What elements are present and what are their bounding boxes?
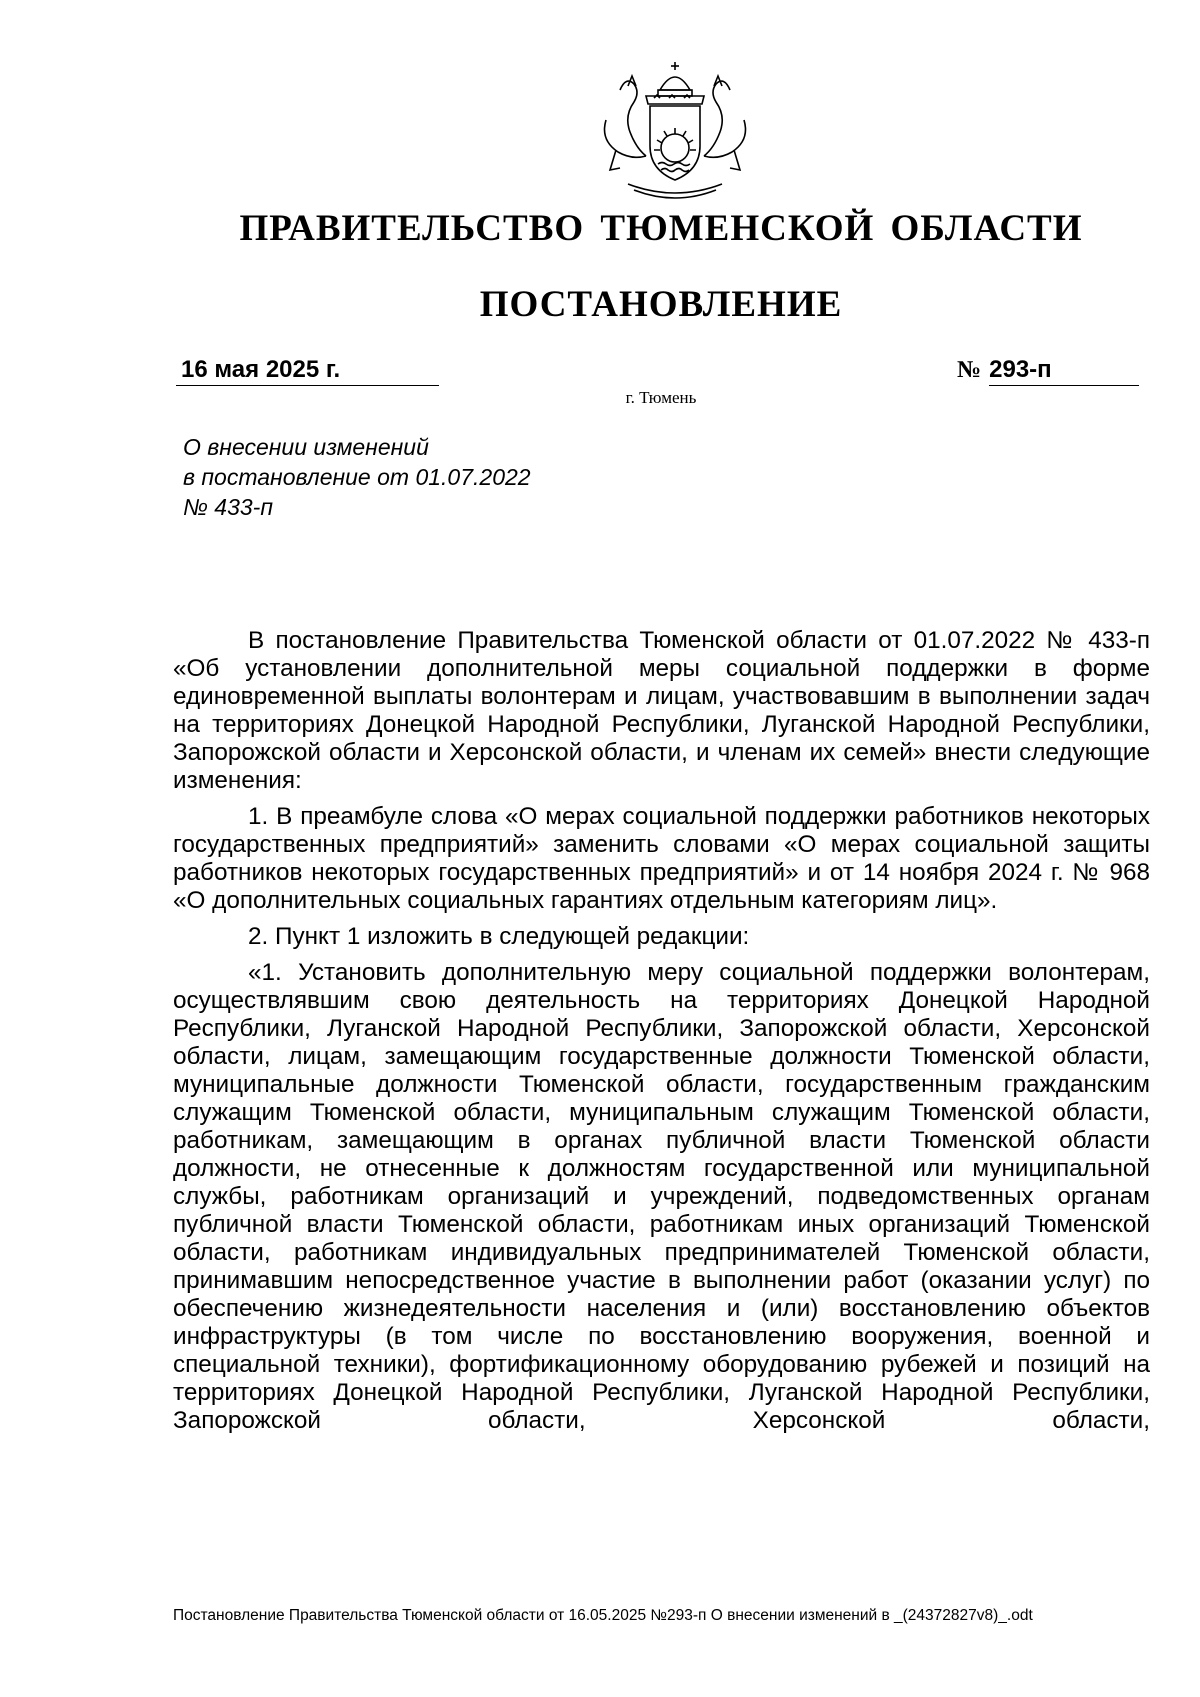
page-footer: Постановление Правительства Тюменской области от 16.05.2025 №293-п О внесении изменений в _(24372827v8)_.odt xyxy=(173,1607,1033,1624)
subject-line: О внесении изменений xyxy=(183,434,429,460)
document-type: ПОСТАНОВЛЕНИЕ xyxy=(479,284,843,325)
organization-title: ПРАВИТЕЛЬСТВО ТЮМЕНСКОЙ ОБЛАСТИ xyxy=(239,208,1083,249)
tyumen-oblast-coat-of-arms-icon xyxy=(598,60,752,202)
subject-line: в постановление от 01.07.2022 xyxy=(183,464,531,490)
document-subject xyxy=(183,432,643,522)
city-name: г. Тюмень xyxy=(625,388,697,407)
body-paragraph: 1. В преамбуле слова «О мерах социальной поддержки работников некоторых государственных предприятий» заменить словами «О мерах социальной защиты работников некоторых государственных предприятий» и от 14 ноября 2024 г. № 968 «О дополнительных социальных гарантиях отдельным категориям лиц». xyxy=(173,803,1150,914)
document-number-field xyxy=(957,355,1144,386)
subject-line: № 433-п xyxy=(183,494,273,520)
document-date: 16 мая 2025 г. xyxy=(176,355,439,386)
document-number: 293-п xyxy=(989,355,1139,386)
document-body xyxy=(173,627,1150,1443)
body-paragraph: «1. Установить дополнительную меру социальной поддержки волонтерам, осуществлявшим свою деятельность на территориях Донецкой Народной Республики, Луганской Народной Республики, Запорожской области, Херсонской области, лицам, замещающим государственные должности Тюменской области, муниципальные должности Тюменской области, государственным гражданским служащим Тюменской области, муниципальным служащим Тюменской области, работникам, замещающим в органах публичной власти Тюменской области должности, не отнесенные к должностям государственной или муниципальной службы, работникам организаций и учреждений, подведомственных органам публичной власти Тюменской области, работникам иных организаций Тюменской области, работникам индивидуальных предпринимателей Тюменской области, принимавшим непосредственное участие в выполнении работ (оказании услуг) по обеспечению жизнедеятельности населения и (или) восстановлению объектов инфраструктуры (в том числе по восстановлению вооружения, военной и специальной техники), фортификационному оборудованию рубежей и позиций на территориях Донецкой Народной Республики, Луганской Народной Республики, Запорожской области, Херсонской области, xyxy=(173,959,1150,1434)
body-paragraph: 2. Пункт 1 изложить в следующей редакции: xyxy=(248,923,750,950)
number-sign: № xyxy=(957,357,982,383)
body-paragraph: В постановление Правительства Тюменской области от 01.07.2022 № 433-п «Об установлении дополнительной меры социальной поддержки в форме единовременной выплаты волонтерам и лицам, участвовавшим в выполнении задач на территориях Донецкой Народной Республики, Луганской Народной Республики, Запорожской области и Херсонской области, и членам их семей» внести следующие изменения: xyxy=(173,627,1150,794)
